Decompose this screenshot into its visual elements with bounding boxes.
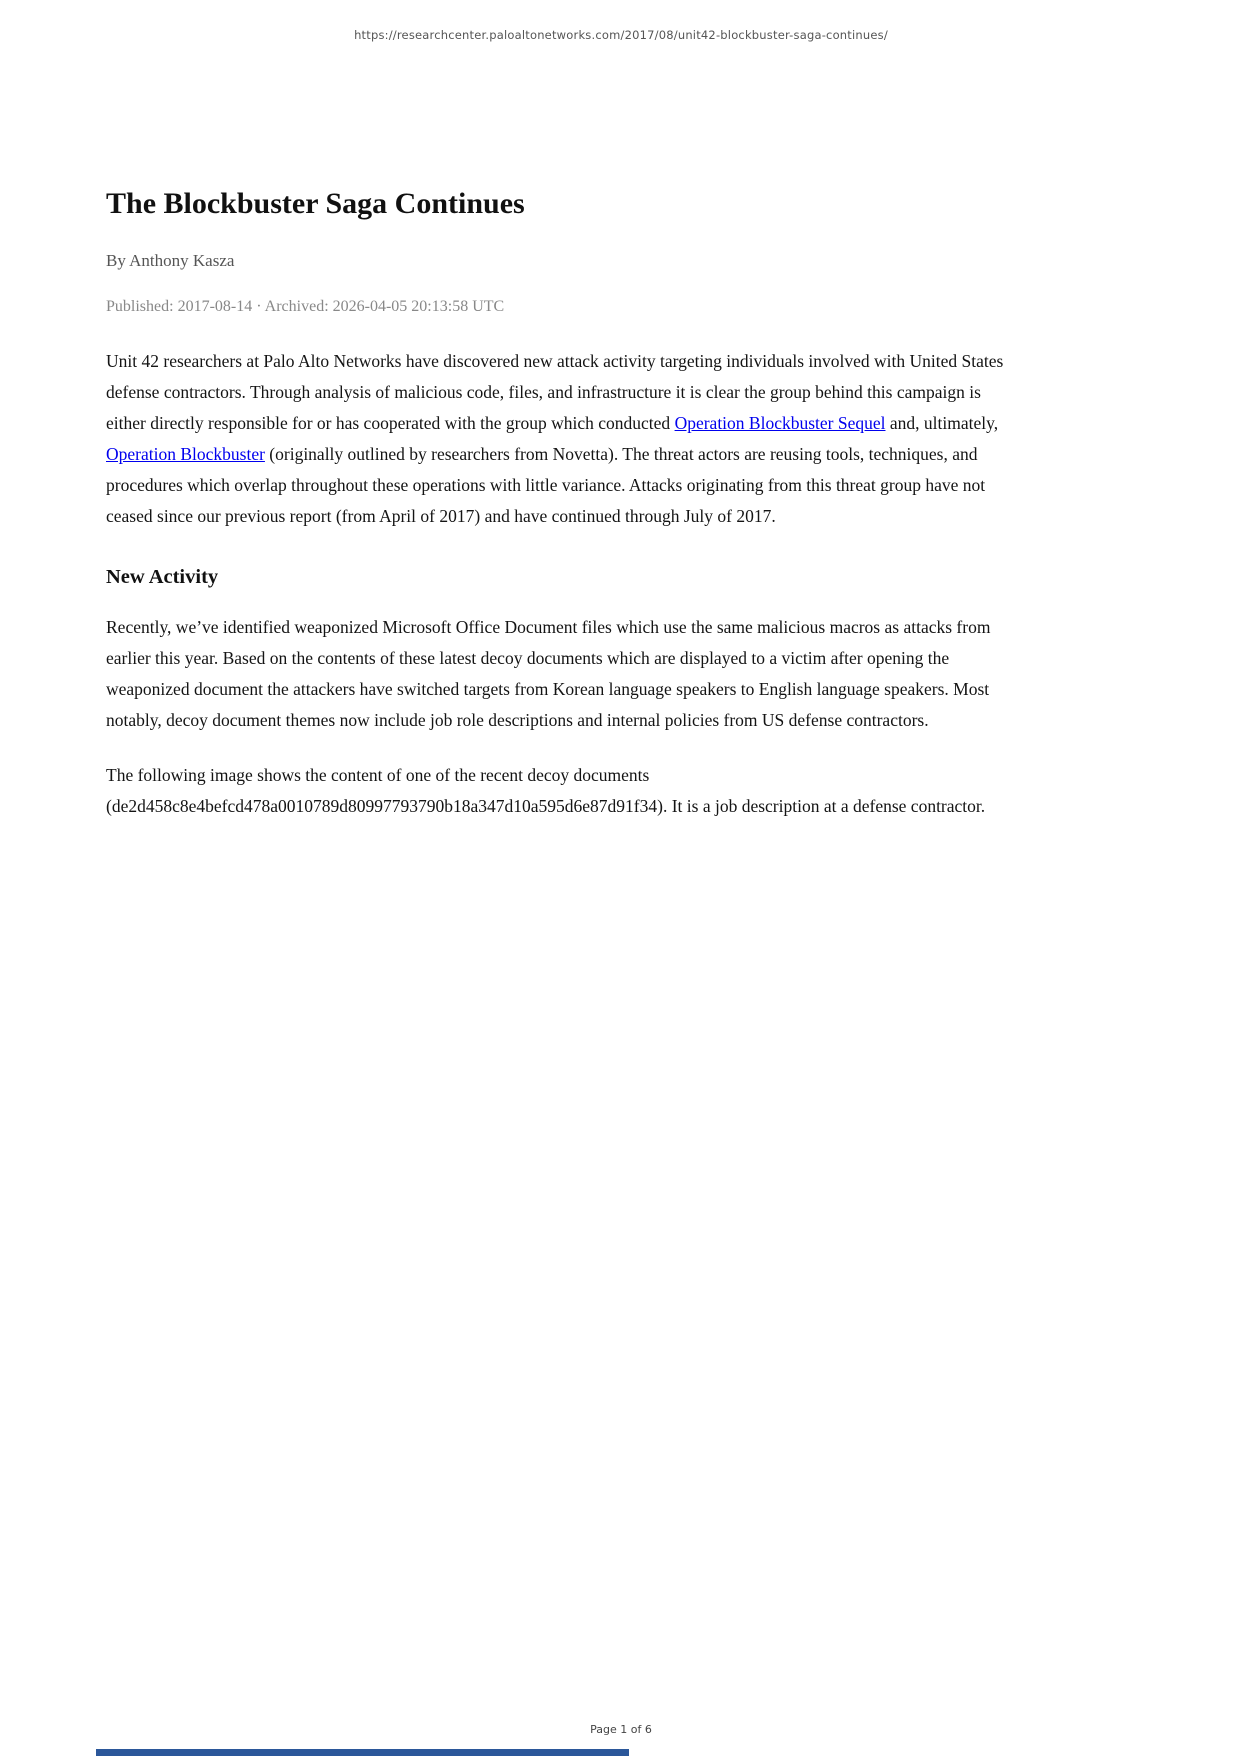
print-header-url: https://researchcenter.paloaltonetworks.com/2017/08/unit42-blockbuster-saga-continues/ — [354, 28, 888, 42]
article-byline: By Anthony Kasza — [106, 251, 235, 270]
intro-text-3: (originally outlined by researchers from Novetta). The threat actors are reusing tools, techniques, and procedures which overlap throughout these operations with little variance. Attacks originating from this threat group have not ceased since our previous report (from April of 2017) and have continued through July of 2017. — [106, 444, 986, 526]
intro-paragraph — [106, 346, 1006, 532]
intro-text-2: and, ultimately, — [885, 413, 999, 433]
section-heading-new-activity: New Activity — [106, 566, 219, 588]
link-operation-blockbuster-sequel[interactable]: Operation Blockbuster Sequel — [674, 413, 886, 433]
link-operation-blockbuster[interactable]: Operation Blockbuster — [106, 444, 265, 464]
page-number: Page 1 of 6 — [590, 1723, 652, 1736]
article-body — [106, 186, 1006, 846]
article-title: The Blockbuster Saga Continues — [106, 187, 525, 220]
intro-text-1: Unit 42 researchers at Palo Alto Networks have discovered new attack activity targeting individuals involved with United States defense contractors. Through analysis of malicious code, files, and infrastructure it is clear the group behind this campaign is either directly responsible for or has cooperated with the group which conducted — [106, 351, 1004, 433]
new-activity-paragraph: Recently, we’ve identified weaponized Microsoft Office Document files which use the same malicious macros as attacks from earlier this year. Based on the contents of these latest decoy documents which are displayed to a victim after opening the weaponized document the attackers have switched targets from Korean language speakers to English language speakers. Most notably, decoy document themes now include job role descriptions and internal policies from US defense contractors. — [106, 617, 991, 730]
article-meta-dates: Published: 2017-08-14 · Archived: 2026-04-05 20:13:58 UTC — [106, 298, 505, 315]
embedded-image-top-edge — [96, 1749, 629, 1756]
decoy-document-paragraph: The following image shows the content of one of the recent decoy documents (de2d458c8e4befcd478a0010789d80997793790b18a347d10a595d6e87d91f34). It is a job description at a defense contractor. — [106, 765, 986, 816]
